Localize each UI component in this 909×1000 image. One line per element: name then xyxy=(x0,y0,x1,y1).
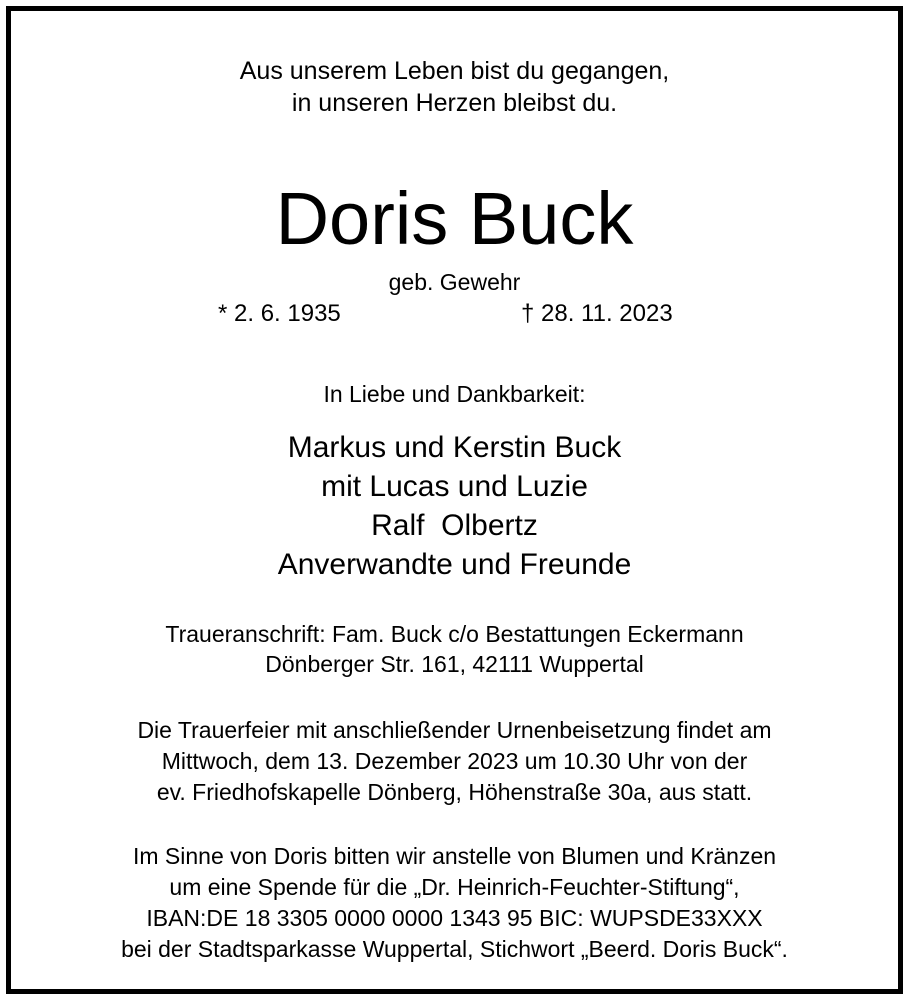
birth-date: * 2. 6. 1935 xyxy=(218,300,341,327)
mourners-list xyxy=(11,428,898,584)
motto-verse xyxy=(11,55,898,119)
ceremony-line: Die Trauerfeier mit anschließender Urnenbeisetzung findet am xyxy=(137,717,772,743)
dedication-intro: In Liebe und Dankbarkeit: xyxy=(323,381,586,407)
mourner-line: Anverwandte und Freunde xyxy=(277,548,632,581)
address-line: Traueranschrift: Fam. Buck c/o Bestattungen Eckermann xyxy=(165,621,744,647)
funeral-ceremony-info xyxy=(11,715,898,808)
mourning-address xyxy=(11,619,898,679)
ceremony-line: Mittwoch, dem 13. Dezember 2023 um 10.30 Uhr von der xyxy=(161,748,748,774)
mourner-line: Ralf Olbertz xyxy=(371,509,538,542)
life-dates xyxy=(11,298,898,330)
address-line: Dönberger Str. 161, 42111 Wuppertal xyxy=(265,651,644,677)
motto-line: in unseren Herzen bleibst du. xyxy=(291,89,618,117)
deceased-name: Doris Buck xyxy=(275,177,634,260)
maiden-name: geb. Gewehr xyxy=(388,269,521,295)
motto-line: Aus unserem Leben bist du gegangen, xyxy=(239,57,670,85)
mourner-line: Markus und Kerstin Buck xyxy=(287,431,622,464)
mourner-line: mit Lucas und Luzie xyxy=(321,470,588,503)
death-date: † 28. 11. 2023 xyxy=(521,300,673,327)
donation-line: um eine Spende für die „Dr. Heinrich-Feuchter-Stiftung“, xyxy=(169,874,740,900)
donation-line: IBAN:DE 18 3305 0000 0000 1343 95 BIC: WUPSDE33XXX xyxy=(146,905,763,931)
ceremony-line: ev. Friedhofskapelle Dönberg, Höhenstraße 30a, aus statt. xyxy=(156,779,753,805)
donation-request xyxy=(11,841,898,965)
donation-line: bei der Stadtsparkasse Wuppertal, Stichwort „Beerd. Doris Buck“. xyxy=(121,936,788,962)
donation-line: Im Sinne von Doris bitten wir anstelle von Blumen und Kränzen xyxy=(132,843,777,869)
obituary-notice xyxy=(6,6,903,994)
